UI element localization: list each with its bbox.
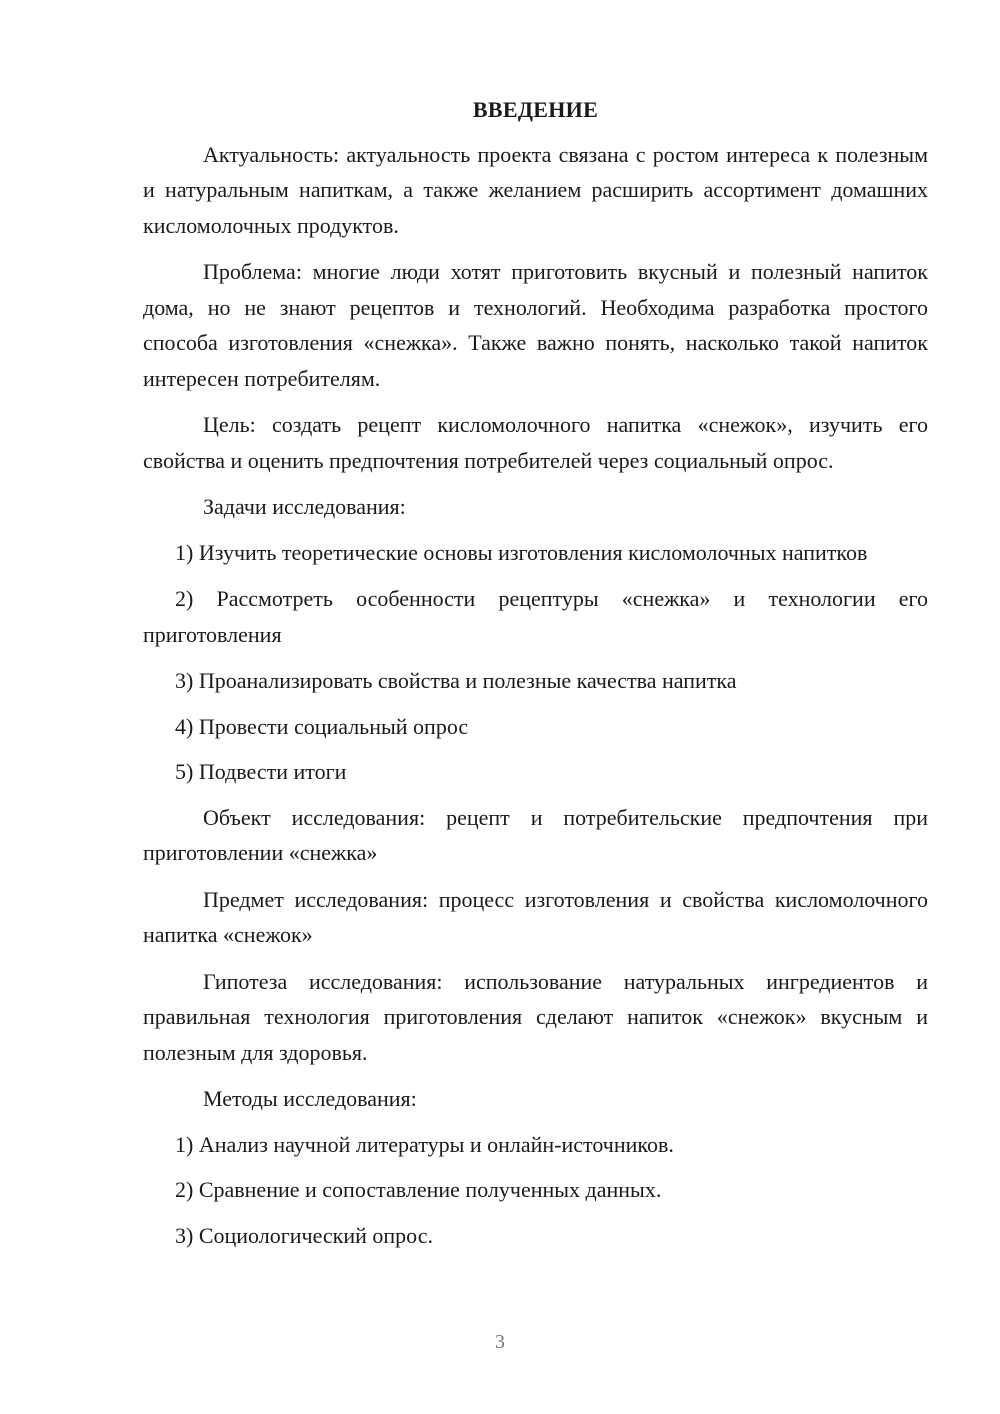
task-item-1: 1) Изучить теоретические основы изготовления кисломолочных напитков xyxy=(175,539,868,565)
method-item-2: 2) Сравнение и сопоставление полученных данных. xyxy=(175,1177,662,1202)
task-item-4: 4) Провести социальный опрос xyxy=(175,713,469,739)
document-page xyxy=(143,92,928,1263)
subject-paragraph: Предмет исследования: процесс изготовления и свойства кисломолочного напитка «снежок» xyxy=(143,886,928,947)
method-item-3: 3) Социологический опрос. xyxy=(175,1222,433,1248)
task-item-2: 2) Рассмотреть особенности рецептуры «снежка» и технологии его приготовления xyxy=(143,586,928,647)
page-number: 3 xyxy=(495,1331,505,1353)
task-item-5: 5) Подвести итоги xyxy=(175,759,347,784)
problem-paragraph: Проблема: многие люди хотят приготовить вкусный и полезный напиток дома, но не знают рецептов и технологий. Необходима разработка простого способа изготовления «снежка». Также важно понять, насколько такой напиток интересен потребителям. xyxy=(143,259,928,391)
method-item-1: 1) Анализ научной литературы и онлайн-источников. xyxy=(175,1131,674,1157)
task-item-3: 3) Проанализировать свойства и полезные качества напитка xyxy=(175,668,737,693)
methods-title: Методы исследования: xyxy=(203,1086,417,1111)
tasks-title: Задачи исследования: xyxy=(203,494,406,519)
section-heading: ВВЕДЕНИЕ xyxy=(472,97,599,122)
goal-paragraph: Цель: создать рецепт кисломолочного напитка «снежок», изучить его свойства и оценить предпочтения потребителей через социальный опрос. xyxy=(143,412,928,473)
object-paragraph: Объект исследования: рецепт и потребительские предпочтения при приготовлении «снежка» xyxy=(143,804,928,865)
relevance-paragraph: Актуальность: актуальность проекта связана с ростом интереса к полезным и натуральным напиткам, а также желанием расширить ассортимент домашних кисломолочных продуктов. xyxy=(143,141,928,238)
hypothesis-paragraph: Гипотеза исследования: использование натуральных ингредиентов и правильная технология приготовления сделают напиток «снежок» вкусным и полезным для здоровья. xyxy=(143,968,928,1065)
